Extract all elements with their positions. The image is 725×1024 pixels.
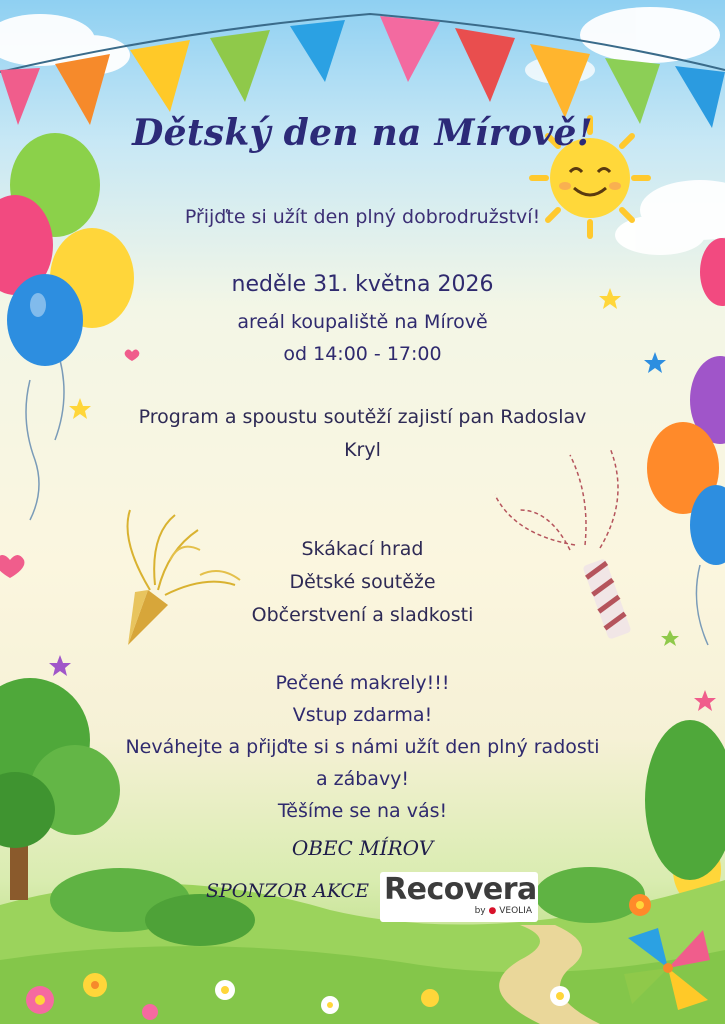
feature-item: Dětské soutěže [289,571,436,593]
program-line: Program a spoustu soutěží zajistí pan Radoslav [138,406,587,428]
sponsor-label: SPONZOR AKCE [206,880,369,902]
logo-by-text: by [474,906,486,916]
program-line: Kryl [344,439,381,461]
event-date: neděle 31. května 2026 [231,272,494,297]
note-line: Pečené makrely!!! [275,672,450,694]
event-time: od 14:00 - 17:00 [283,343,442,365]
note-line: Neváhejte a přijďte si s námi užít den plný radosti [125,736,600,758]
sponsor-logo [380,872,538,922]
note-line: Vstup zdarma! [292,704,433,726]
event-place: areál koupaliště na Mírově [237,311,488,333]
poster-subtitle: Přijďte si užít den plný dobrodružství! [184,206,541,228]
veolia-mark-icon: ● [488,906,497,916]
logo-parent-text: VEOLIA [499,906,532,916]
sponsor-logo-text: Recovera [384,872,537,907]
feature-item: Skákací hrad [301,538,424,560]
organizer-name: OBEC MÍROV [291,836,434,860]
feature-item: Občerstvení a sladkosti [251,604,474,626]
note-line: Těšíme se na vás! [277,800,448,822]
poster-title: Dětský den na Mírově! [132,112,593,154]
note-line: a zábavy! [315,768,410,790]
sponsor-logo-parent [475,906,532,916]
